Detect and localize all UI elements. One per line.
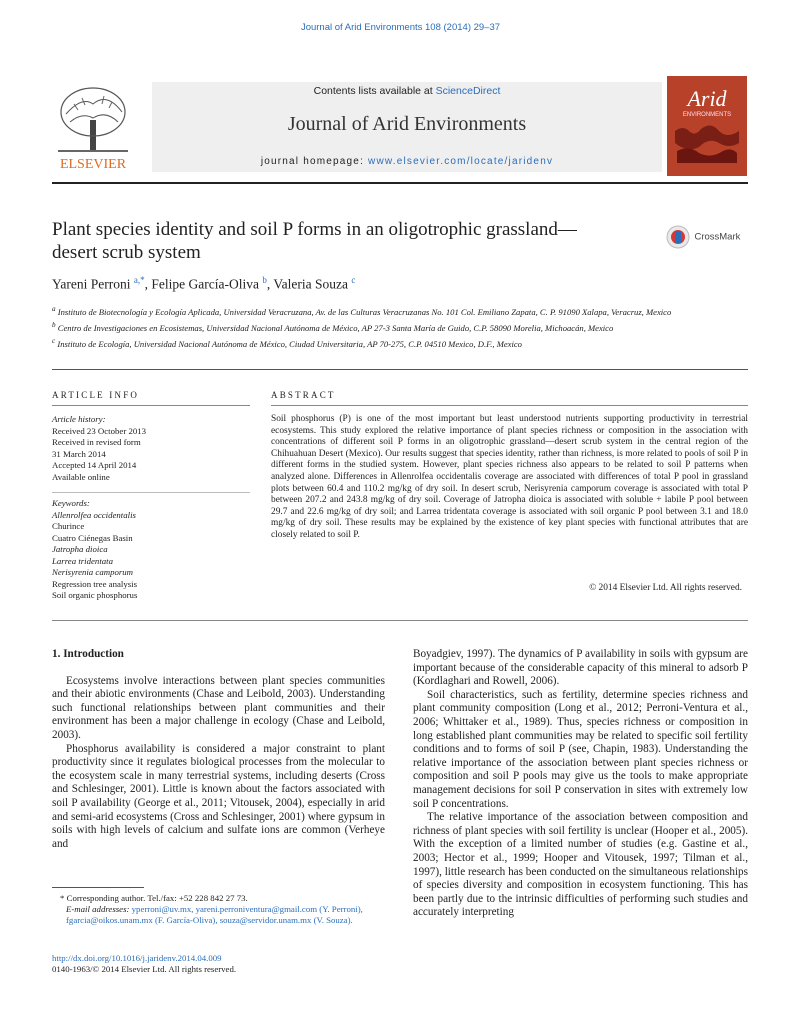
elsevier-logo [52, 82, 134, 172]
section-heading: 1. Introduction [52, 648, 124, 660]
history-item: Available online [52, 471, 110, 482]
corresponding-author: Corresponding author. Tel./fax: +52 228 842 27 73. [66, 893, 248, 903]
author-list: Yareni Perroni $^{a,*}$, Felipe García-Oliva $^b$, Valeria Souza $^c$ [52, 275, 356, 292]
article-info-heading: ARTICLE INFO [52, 390, 140, 400]
article-info-divider [52, 405, 250, 406]
keyword: Regression tree analysis [52, 578, 138, 589]
journal-reference[interactable]: Journal of Arid Environments 108 (2014) 29–37 [300, 22, 501, 33]
abstract-text: Soil phosphorus (P) is one of the most important but least understood nutrients supporting productivity in terrestrial ecosystems. This study explored the relative importance of plant species richness or composition in the association with concentrations of different soil P forms in an oligotrophic grassland—desert scrub system in the central region of the Chihuahuan Desert (Mexico). Our results suggest that species identity, rather than richness, is more related to pools of soil P in different forms in the studied system. However, plant species richness also appears to be related to soil P patterns when analyzed alone. Differences in Allenrolfea occidentalis coverage are associated with differences of total P pool in grassland plots between 60.4 and 110.2 mg/kg of dry soil. In desert scrub, Nerisyrenia camporum coverage is associated with total P between 207.2 and 243.8 mg/kg of dry soil. Coverage of Jatropha dioica is associated with soluble + labile P pool between 29.7 and 22.6 mg/kg of dry soil; and Larrea tridentata coverage is associated with soil organic P pool between 3.1 and 18.0 mg/kg of dry soil. These results may be explained by the existence of key plant species with functional attributes that are closely related to soil P. [271, 414, 748, 540]
abstract-divider [271, 405, 748, 406]
journal-cover [667, 76, 747, 176]
doi-link[interactable]: http://dx.doi.org/10.1016/j.jaridenv.2014.04.009 [52, 953, 222, 963]
history-item: 31 March 2014 [52, 448, 106, 459]
journal-title: Journal of Arid Environments [287, 113, 527, 135]
article-title: Plant species identity and soil P forms in an oligotrophic grassland—desert scrub system [52, 219, 577, 263]
keyword: Soil organic phosphorus [52, 590, 138, 600]
journal-homepage: journal homepage: www.elsevier.com/locate/jaridenv [260, 156, 554, 167]
body-paragraph: Ecosystems involve interactions between plant species communities and their abiotic environments (Chase and Leibold, 2003). Understanding such functional relationships between plant communities and their environment has been a major challenge in ecology (Chase and Leibold, 2003). [52, 674, 385, 741]
author-name: Valeria Souza [273, 276, 348, 292]
homepage-link[interactable]: www.elsevier.com/locate/jaridenv [368, 156, 554, 167]
copyright-notice: © 2014 Elsevier Ltd. All rights reserved. [589, 583, 742, 593]
abstract-heading: ABSTRACT [271, 390, 336, 400]
contents-line: Contents lists available at ScienceDirect [313, 85, 501, 97]
author-name: Yareni Perroni [52, 276, 131, 292]
history-label: Article history: [52, 414, 106, 424]
doi-block [52, 953, 385, 975]
email-addresses[interactable]: yperroni@uv.mx, yareni.perroniventura@gmail.com (Y. Perroni), fgarcia@oikos.unam.mx (F. García-Oliva), souza@servidor.unam.mx (V. Souza). [66, 904, 363, 926]
affiliation: $^b$ Centro de Investigaciones en Ecosistemas, Universidad Nacional Autónoma de México, AP 27-3 Santa María de Guido, C.P. 58090 Morelia, Michoacán, Mexico [52, 320, 614, 333]
cover-title: Arid [687, 86, 727, 111]
keywords-divider [52, 492, 250, 493]
body-column-right [413, 648, 748, 920]
body-paragraph: Boyadgiev, 1997). The dynamics of P availability in soils with gypsum are important because of the considerable capacity of this mineral to adsorb P (Kordlaghari and Rowell, 2006). [413, 648, 748, 688]
footnote-divider [52, 887, 144, 888]
abstract-bottom-divider [52, 620, 748, 621]
header-divider [52, 182, 748, 184]
crossmark-icon [666, 225, 690, 249]
issn-line: 0140-1963/© 2014 Elsevier Ltd. All rights reserved. [52, 964, 237, 975]
history-item: Accepted 14 April 2014 [52, 460, 137, 470]
affiliation: $^a$ Instituto de Biotecnología y Ecología Aplicada, Universidad Veracruzana, Av. de las Culturas Veracruzanas No. 101 Col. Emiliano Zapata, C. P. 91090 Xalapa, Veracruz, Mexico [52, 305, 672, 317]
body-paragraph: The relative importance of the association between composition and richness of plant species with soil fertility is unclear (Hooper et al., 2005). With the exception of a limited number of studies (e.g. Gastine et al., 2003; Hector et al., 1999; Hooper and Vitousek, 1997; Tilman et al., 1997), little research has been conducted on the simultaneous relationships of species diversity and composition in ecosystem functioning. This has been partly due to the intrinsic difficulties of performing such studies and accurately interpreting [413, 811, 748, 919]
author-name: Felipe García-Oliva [151, 276, 259, 292]
keywords [52, 498, 250, 602]
keyword: Cuatro Ciénegas Basin [52, 532, 133, 543]
history-item: Received in revised form [52, 437, 141, 447]
author-affil-sup[interactable]: c [351, 275, 356, 285]
history-item: Received 23 October 2013 [52, 425, 147, 436]
body-paragraph: Soil characteristics, such as fertility, determine species richness and plant community composition (Long et al., 2012; Perroni-Ventura et al., 2006; Whittaker et al., 1989). Thus, species richness or composition in long established plant communities may be related to specific soil fertility conditions and to forms of soil P (see, Chapin, 1983). Understanding the relative importance of the association between plant species richness or composition and soil P pools may give us the tools to make appropriate management decisions for soil P conservation in sites with extremely low soil P concentrations. [413, 688, 748, 810]
cover-subtitle: ENVIRONMENTS [682, 112, 732, 118]
article-history [52, 414, 250, 483]
keywords-label: Keywords: [52, 498, 90, 508]
crossmark-label: CrossMark [694, 231, 741, 243]
keyword: Churince [52, 521, 85, 531]
body-column-left [52, 648, 385, 851]
affiliations [52, 303, 752, 351]
keyword: Larrea tridentata [52, 555, 114, 566]
publisher-name: ELSEVIER [59, 157, 127, 172]
footnote: * Corresponding author. Tel./fax: +52 228 842 27 73. E-mail addresses: yperroni@uv.mx, yareni.perroniventura@gmail.com (Y. Perroni), fgarcia@oikos.unam.mx (F. García-Oliva), souza@servidor.unam.mx (V. Souza). [60, 893, 363, 926]
body-paragraph: Phosphorus availability is considered a major constraint to plant productivity since it regulates biological processes from the molecular to the ecosystem scale in many terrestrial systems, including deserts (Cross and Schlesinger, 2001). Little is known about the factors associated with soil P availability (George et al., 2011; Vitousek, 2004), especially in arid and semi-arid ecosystems (Cross and Schlesinger, 2001) where gypsum in soils with high levels of calcium and sulfate ions are common (Verheye and [52, 742, 385, 850]
email-label: E-mail addresses: [66, 904, 130, 915]
keyword: Nerisyrenia camporum [52, 567, 134, 577]
keyword: Allenrolfea occidentalis [52, 509, 136, 520]
keyword: Jatropha dioica [52, 544, 108, 554]
crossmark-badge[interactable] [666, 225, 756, 249]
journal-banner [152, 82, 662, 172]
affiliation: $^c$ Instituto de Ecología, Universidad Nacional Autónoma de México, Ciudad Universitaria, AP 70-275, C.P. 04510 Mexico, D.F., Mexico [52, 336, 522, 349]
author-affil-sup[interactable]: b [262, 275, 267, 285]
section-divider [52, 369, 748, 370]
author-affil-sup[interactable]: a,* [133, 275, 145, 285]
sciencedirect-link[interactable]: ScienceDirect [435, 85, 501, 97]
